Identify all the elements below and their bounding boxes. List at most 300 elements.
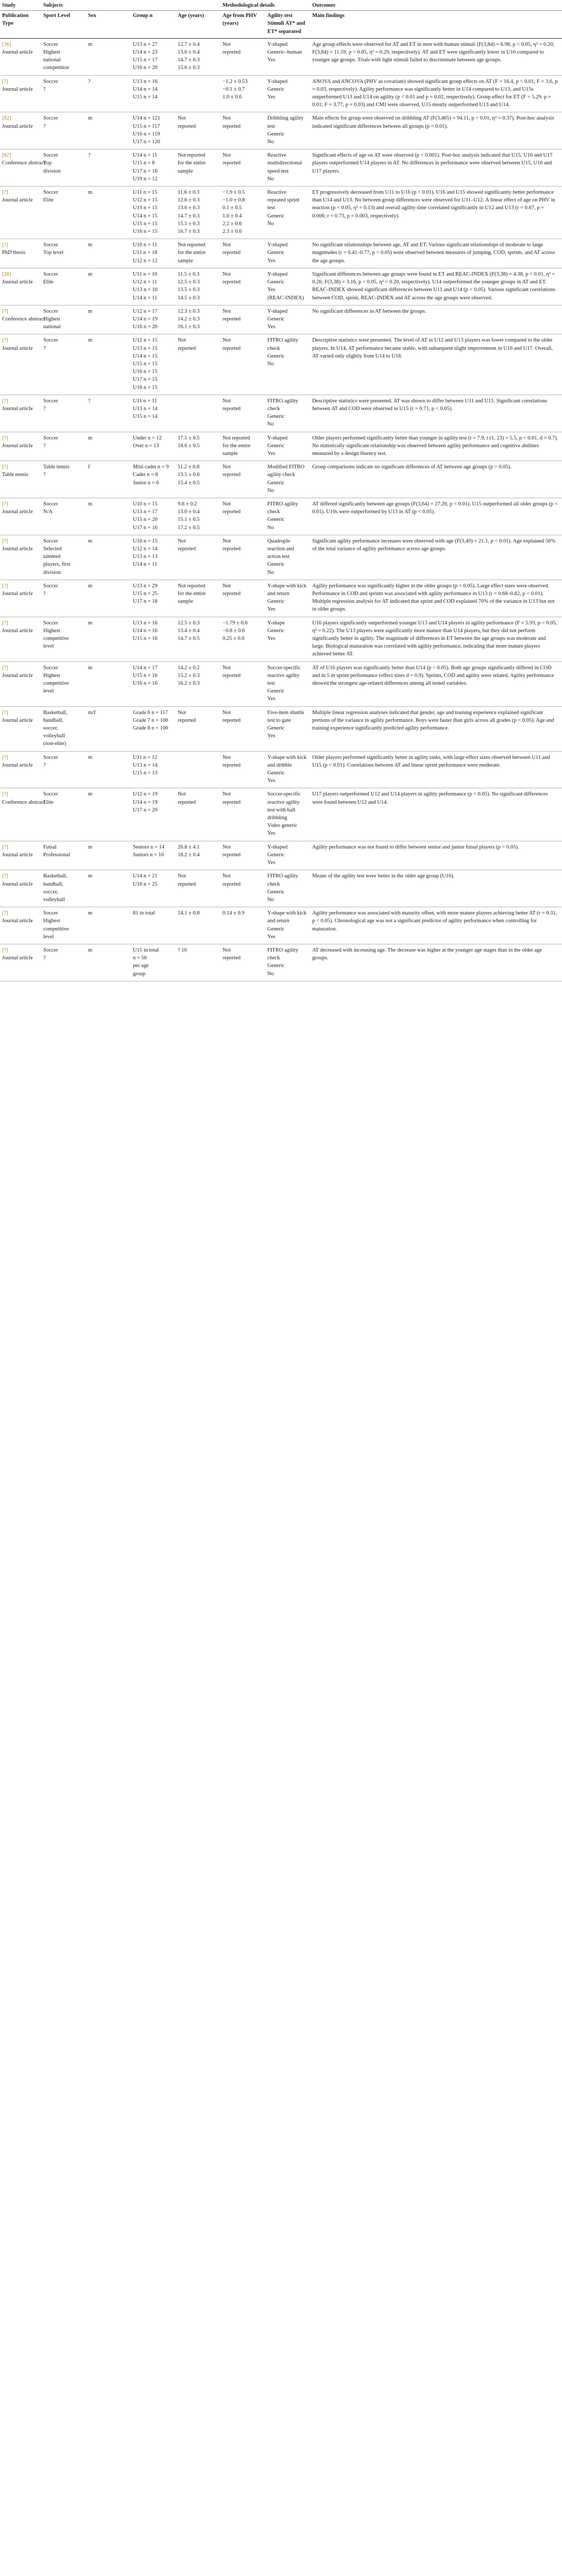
- sport-level-cell: [41, 706, 86, 751]
- main-findings-cell: [310, 535, 562, 580]
- sport-level-line: talented: [43, 554, 61, 560]
- group-line: Grade 7 n = 100: [133, 717, 168, 723]
- sport-level-line: Basketball,: [43, 709, 67, 716]
- sport-level-line: Elite: [43, 197, 54, 204]
- main-findings-text: AT of U16 players was significantly better than U14 (p < 0.05). Both age groups significantly differed in COD and in 5 m sprint performance (effect sizes d = 0.9). Sprints, COD and agility were related. Agility performance showed the strongest age-related differences among all tested variables.: [312, 665, 554, 687]
- sport-level-line: Soccer: [43, 152, 58, 159]
- phv-cell: [220, 841, 265, 870]
- phv-line: Not: [223, 947, 231, 953]
- agility-test-cell: [265, 580, 310, 617]
- sport-level-cell: [41, 580, 86, 617]
- main-findings-cell: [310, 305, 562, 334]
- group-line: U11 n = 15: [133, 190, 158, 196]
- header-study: Study: [0, 0, 41, 11]
- agility-test-line: No: [267, 569, 274, 575]
- phv-line: Not: [223, 242, 231, 248]
- phv-cell: [220, 788, 265, 841]
- phv-line: reported: [223, 250, 241, 256]
- sport-level-line: division: [43, 168, 61, 174]
- group-line: Under n = 12: [133, 435, 162, 441]
- publication-type: Conference abstract: [2, 160, 45, 166]
- sport-level-line: Soccer: [43, 501, 58, 507]
- study-reference-link[interactable]: [36]: [2, 41, 11, 47]
- table-body: [0, 38, 562, 981]
- group-line: U15 n = 20: [133, 517, 158, 523]
- phv-line: −0.8 ± 0.6: [223, 628, 245, 634]
- sex-value: m: [88, 501, 93, 507]
- main-findings-text: Agility performance was not found to differ between senior and junior futsal players (p > 0.05).: [312, 844, 519, 850]
- study-reference-link[interactable]: [82]: [2, 115, 11, 122]
- study-reference-link[interactable]: [?]: [2, 583, 8, 589]
- group-line: U12 n = 12: [133, 258, 158, 264]
- sport-level-line: level: [43, 688, 54, 694]
- table-row: [0, 268, 562, 305]
- sport-level-cell: [41, 187, 86, 239]
- study-cell: [0, 788, 45, 841]
- main-findings-cell: [310, 617, 562, 662]
- agility-test-line: Generic–human: [267, 49, 302, 56]
- study-cell: [0, 112, 41, 149]
- group-cell: [131, 498, 176, 535]
- sport-level-line: Soccer: [43, 435, 58, 441]
- group-line: U17 n = 15: [133, 377, 158, 383]
- sex-cell: [86, 432, 131, 461]
- agility-test-line: Yes: [267, 94, 276, 100]
- study-reference-link[interactable]: [?]: [2, 754, 8, 760]
- agility-test-line: FITRO agility: [267, 947, 298, 953]
- sex-cell: [86, 149, 131, 187]
- study-reference-link[interactable]: [?]: [2, 501, 8, 507]
- phv-cell: [220, 38, 265, 75]
- group-line: U10 n = 15: [133, 501, 158, 507]
- group-line: U12 n = 14: [133, 546, 158, 552]
- group-line: U15 n = 16: [133, 672, 158, 679]
- publication-type: Journal article: [2, 591, 33, 597]
- study-reference-link[interactable]: [?]: [2, 873, 8, 879]
- age-cell: [176, 907, 220, 944]
- agility-test-cell: [265, 305, 310, 334]
- table-row: [0, 788, 562, 841]
- sex-cell: [86, 841, 131, 870]
- phv-line: reported: [223, 881, 241, 887]
- phv-cell: [220, 334, 265, 395]
- agility-test-cell: [265, 662, 310, 706]
- study-cell: [0, 535, 41, 580]
- age-line: sample: [178, 168, 193, 174]
- sport-level-line: Soccer: [43, 791, 58, 798]
- age-cell: [176, 461, 220, 498]
- group-line: Seniors n = 14: [133, 844, 165, 850]
- publication-type: Journal article: [2, 279, 33, 285]
- main-findings-cell: [310, 662, 562, 706]
- main-findings-text: U16 players significantly outperformed younger U13 and U14 players in agility performance (F = 5.93, p < 0.05, η² = 0.22). The U13 players were significantly more mature than U14 players, but they did not perform significantly better in agility. The magnitude of differences in ET between the age groups was moderate and large. Biological maturation was correlated with agility performance, indicating that more mature players achieved better AT.: [312, 620, 557, 657]
- sport-level-line: volleyball: [43, 896, 65, 903]
- study-cell: [0, 395, 41, 432]
- study-reference-link[interactable]: [28]: [2, 271, 11, 277]
- sport-level-line: competitive: [43, 681, 69, 687]
- phv-line: Not: [223, 709, 231, 716]
- sport-level-line: Highest: [43, 672, 60, 679]
- sex-value: ?: [88, 398, 91, 404]
- study-reference-link[interactable]: [?]: [2, 844, 8, 850]
- study-cell: [0, 841, 41, 870]
- age-line: 13.5 ± 0.3: [178, 287, 200, 293]
- phv-line: Not: [223, 873, 231, 879]
- sex-cell: [86, 187, 131, 239]
- group-line: Mini cadet n = 9: [133, 464, 169, 470]
- agility-test-line: No: [267, 487, 274, 494]
- age-line: 14.5 ± 0.3: [178, 295, 200, 301]
- sport-level-line: players, first: [43, 562, 71, 568]
- phv-line: sample: [223, 450, 238, 456]
- phv-line: 1.0 ± 0.4: [223, 213, 242, 219]
- sport-level-cell: [41, 841, 86, 870]
- sex-cell: [86, 75, 131, 112]
- group-line: U13 n = 27: [133, 41, 158, 47]
- literature-table: [0, 0, 562, 981]
- agility-test-cell: [265, 841, 310, 870]
- agility-test-line: No: [267, 971, 274, 977]
- age-line: 9.8 ± 0.2: [178, 501, 197, 507]
- study-reference-link[interactable]: [?]: [2, 464, 8, 470]
- phv-line: reported: [223, 509, 241, 515]
- age-line: ? 10: [178, 947, 187, 953]
- sex-cell: [86, 268, 131, 305]
- agility-test-line: Y-shaped: [267, 308, 288, 314]
- agility-test-line: Quadruple: [267, 538, 291, 544]
- age-line: reported: [178, 799, 196, 805]
- phv-cell: [220, 432, 265, 461]
- age-cell: [176, 239, 220, 268]
- phv-line: reported: [223, 279, 241, 285]
- group-line: Juniors n = 10: [133, 852, 164, 858]
- study-reference-link[interactable]: [?]: [2, 910, 8, 917]
- sport-level-line: ?: [43, 123, 46, 129]
- phv-cell: [220, 662, 265, 706]
- phv-line: 1.0 ± 0.6: [223, 94, 242, 100]
- main-findings-text: Older players performed significantly better in agility tasks, with large effect sizes observed between U11 and U15 (p < 0.01). Correlations between AT and linear sprint performance were moderate.: [312, 754, 550, 768]
- agility-test-line: check: [267, 509, 280, 515]
- agility-test-line: check: [267, 955, 280, 961]
- table-row: [0, 149, 562, 187]
- study-reference-link[interactable]: [?]: [2, 337, 8, 344]
- group-line: U11 n = 18: [133, 250, 158, 256]
- agility-test-line: Yes: [267, 636, 276, 642]
- phv-cell: [220, 944, 265, 981]
- age-cell: [176, 112, 220, 149]
- publication-type: Journal article: [2, 852, 33, 858]
- phv-line: reported: [223, 852, 241, 858]
- agility-test-line: Soccer-specific: [267, 791, 301, 798]
- phv-line: Not: [223, 501, 231, 507]
- age-cell: [176, 334, 220, 395]
- group-line: Cadet n = 8: [133, 472, 158, 478]
- study-cell: [0, 498, 41, 535]
- sex-value: f: [88, 464, 90, 470]
- sex-cell: [86, 112, 131, 149]
- main-findings-cell: [310, 149, 562, 187]
- main-findings-cell: [310, 498, 562, 535]
- phv-cell: [220, 395, 265, 432]
- agility-test-cell: [265, 461, 310, 498]
- sport-level-line: Soccer: [43, 754, 58, 760]
- study-reference-link[interactable]: [?]: [2, 398, 8, 404]
- header-age: Age (years): [176, 11, 220, 39]
- agility-test-cell: [265, 870, 310, 907]
- main-findings-text: Agility performance was significantly higher in the older groups (p < 0.05). Large effect sizes were observed. Performance in COD and sprints was associated with agility performance in U13 (r = 0.68–0.82, p < 0.01). Multiple regression analysis for AT indicated that sprint and COD explained 70% of the variance in U13 but not in older groups.: [312, 583, 555, 613]
- study-reference-link[interactable]: [?]: [2, 242, 8, 248]
- agility-test-line: Y-shape with kick: [267, 583, 306, 589]
- sport-level-line: level: [43, 643, 54, 650]
- sport-level-line: Professional: [43, 852, 70, 858]
- study-reference-link[interactable]: [82]: [2, 152, 11, 159]
- sport-level-cell: [41, 395, 86, 432]
- group-line: U17 n = 18: [133, 599, 158, 605]
- phv-line: 2.2 ± 0.6: [223, 221, 242, 227]
- phv-line: −1.9 ± 0.5: [223, 190, 245, 196]
- age-line: Not: [178, 873, 186, 879]
- age-cell: [176, 535, 220, 580]
- agility-test-line: No: [267, 361, 274, 367]
- sport-level-line: Soccer: [43, 78, 58, 84]
- age-cell: [176, 38, 220, 75]
- table-row: [0, 498, 562, 535]
- study-cell: [0, 75, 41, 112]
- sex-cell: [86, 580, 131, 617]
- agility-test-line: and dribble: [267, 762, 292, 768]
- publication-type: Journal article: [2, 955, 33, 961]
- table-row: [0, 907, 562, 944]
- sport-level-line: soccer,: [43, 725, 59, 732]
- age-cell: [176, 617, 220, 662]
- agility-test-line: Generic: [267, 628, 285, 634]
- publication-type: Journal article: [2, 49, 33, 56]
- age-line: 12.6 ± 0.3: [178, 197, 200, 204]
- age-line: reported: [178, 546, 196, 552]
- sex-value: m: [88, 873, 93, 879]
- sport-level-line: Soccer: [43, 665, 58, 671]
- sex-value: m: [88, 115, 93, 122]
- phv-line: reported: [223, 717, 241, 723]
- age-line: 15.1 ± 0.5: [178, 517, 200, 523]
- main-findings-cell: [310, 75, 562, 112]
- group-line: U15 n = 16: [133, 636, 158, 642]
- agility-test-line: Y-shaped: [267, 271, 288, 277]
- age-line: 18.6 ± 0.5: [178, 443, 200, 449]
- publication-type: Journal article: [2, 443, 33, 449]
- main-findings-cell: [310, 944, 562, 981]
- group-line: Grade 6 n = 117: [133, 709, 168, 716]
- sex-value: ?: [88, 152, 91, 159]
- group-cell: [131, 870, 176, 907]
- group-cell: [131, 662, 176, 706]
- agility-test-line: Yes: [267, 57, 276, 63]
- publication-type: Journal article: [2, 546, 33, 552]
- publication-type: Journal article: [2, 86, 33, 92]
- sport-level-line: (non-elite): [43, 741, 66, 747]
- agility-test-line: Yes: [267, 860, 276, 866]
- phv-cell: [220, 75, 265, 112]
- main-findings-cell: [310, 580, 562, 617]
- study-reference-link[interactable]: [?]: [2, 435, 8, 441]
- group-line: Grade 8 n = 100: [133, 725, 168, 732]
- age-line: 14.7 ± 0.3: [178, 57, 200, 63]
- group-line: U17 n = 20: [133, 807, 158, 813]
- agility-test-line: speed test: [267, 168, 289, 174]
- group-line: U17 n = 120: [133, 139, 160, 145]
- sport-level-line: competition: [43, 65, 70, 71]
- group-line: U13 n = 17: [133, 509, 158, 515]
- sport-level-cell: [41, 498, 86, 535]
- table-row: [0, 944, 562, 981]
- study-reference-link[interactable]: [?]: [2, 78, 8, 84]
- sport-level-line: Soccer: [43, 398, 58, 404]
- agility-test-line: No: [267, 421, 274, 428]
- sport-level-line: Soccer: [43, 271, 58, 277]
- group-line: U17 n = 16: [133, 168, 158, 174]
- age-line: Not reported: [178, 242, 206, 248]
- age-line: sample: [178, 258, 193, 264]
- agility-test-line: repeated sprint: [267, 197, 300, 204]
- study-cell: [0, 187, 41, 239]
- age-line: 13.5 ± 0.6: [178, 472, 200, 478]
- main-findings-text: Descriptive statistics were presented. The level of AT in U12 and U13 players was lower compared to the older players. In U14, AT performance became stable, with subsequent slight improvement in U16 and U17. Overall, AT varied only slightly from U14 to U18.: [312, 337, 553, 359]
- sport-level-line: ?: [43, 345, 46, 351]
- study-reference-link[interactable]: [?]: [2, 620, 8, 626]
- sex-cell: [86, 38, 131, 75]
- sex-cell: [86, 395, 131, 432]
- age-line: 14.2 ± 0.3: [178, 316, 200, 322]
- group-line: U14 n = 16: [133, 628, 158, 634]
- main-findings-text: Age group effects were observed for AT and ET in men with human stimuli (F(3,84) = 6.98, p < 0.05, η² = 0.20; F(3,84) = 11.59, p < 0.05, η² = 0.29, respectively). AT and ET were significantly lower in U16 compared to younger age groups. Trials with light stimuli failed to discriminate between age groups.: [312, 41, 555, 63]
- agility-test-line: Yes: [267, 733, 276, 739]
- agility-test-cell: [265, 395, 310, 432]
- study-reference-link[interactable]: [?]: [2, 190, 8, 196]
- group-line: U15 n = 117: [133, 123, 160, 129]
- age-cell: [176, 498, 220, 535]
- main-findings-text: Older players performed significantly better than younger in agility test (t = 7.9, t (1, 23) = 5.5, p < 0.01, d = 0.7). No statistically significant relationship was observed between agility performance and cognitive abilities measured by a design fluency test.: [312, 435, 558, 456]
- group-line: U11 n = 12: [133, 754, 158, 760]
- agility-test-cell: [265, 535, 310, 580]
- group-line: U13 n = 15: [133, 205, 158, 211]
- phv-cell: [220, 112, 265, 149]
- table-row: [0, 662, 562, 706]
- table-row: [0, 870, 562, 907]
- sex-value: m: [88, 271, 93, 277]
- sport-level-line: competitive: [43, 926, 69, 932]
- phv-line: reported: [223, 472, 241, 478]
- age-line: Not: [178, 709, 186, 716]
- group-line: U19 n = 12: [133, 176, 158, 182]
- study-reference-link[interactable]: [?]: [2, 665, 8, 671]
- sport-level-line: Table tennis: [43, 464, 70, 470]
- phv-line: for the entire: [223, 443, 251, 449]
- sport-level-line: Soccer: [43, 583, 58, 589]
- main-findings-cell: [310, 334, 562, 395]
- sport-level-line: soccer,: [43, 889, 59, 895]
- study-reference-link[interactable]: [?]: [2, 709, 8, 716]
- publication-type: Journal article: [2, 197, 33, 204]
- agility-test-cell: [265, 751, 310, 788]
- sex-value: m: [88, 947, 93, 953]
- sex-cell: [86, 305, 131, 334]
- agility-test-cell: [265, 187, 310, 239]
- table-row: [0, 334, 562, 395]
- agility-test-line: agility check: [267, 472, 295, 478]
- header-columns-row: [0, 11, 562, 39]
- study-reference-link[interactable]: [?]: [2, 791, 8, 798]
- header-main-findings: Main findings: [310, 11, 562, 39]
- group-line: U15 n = 14: [133, 414, 158, 420]
- group-line: U12 n = 11: [133, 279, 158, 285]
- phv-line: Not: [223, 538, 231, 544]
- sport-level-line: ?: [43, 591, 46, 597]
- main-findings-text: Main effects for group were observed on dribbling AT (F(3,465) = 94.11, p < 0.01, η² = 0.37). Post-hoc analysis indicated significant differences between all groups (p < 0.01).: [312, 115, 554, 129]
- agility-test-cell: [265, 239, 310, 268]
- study-cell: [0, 751, 41, 788]
- group-cell: [131, 239, 176, 268]
- publication-type: Journal article: [2, 628, 33, 634]
- group-line: U12 n = 15: [133, 337, 158, 344]
- header-age-from-phv: Age from PHV (years): [220, 11, 265, 39]
- phv-cell: [220, 498, 265, 535]
- header-outcomes: Outcomes: [310, 0, 562, 11]
- phv-line: Not: [223, 271, 231, 277]
- sex-cell: [86, 751, 131, 788]
- study-reference-link[interactable]: [?]: [2, 538, 8, 544]
- agility-test-cell: [265, 75, 310, 112]
- age-line: 26.8 ± 4.1: [178, 844, 200, 850]
- sport-level-line: ?: [43, 405, 46, 412]
- header-methodological: Methodological details: [220, 0, 310, 11]
- phv-line: −0.1 ± 0.7: [223, 86, 245, 92]
- group-cell: [131, 38, 176, 75]
- agility-test-line: dribbling: [267, 815, 287, 821]
- study-cell: [0, 432, 41, 461]
- age-line: for the entire: [178, 591, 206, 597]
- agility-test-line: Yes: [267, 778, 276, 784]
- table-row: [0, 580, 562, 617]
- group-line: U10 n = 15: [133, 538, 158, 544]
- sport-level-line: Soccer: [43, 620, 58, 626]
- age-cell: [176, 305, 220, 334]
- agility-test-line: Y-shaped: [267, 78, 288, 84]
- age-line: 15.6 ± 0.3: [178, 65, 200, 71]
- phv-line: Not: [223, 754, 231, 760]
- sport-level-line: Highest: [43, 628, 60, 634]
- agility-test-line: action test: [267, 554, 289, 560]
- agility-test-line: Yes: [267, 696, 276, 702]
- main-findings-cell: [310, 239, 562, 268]
- agility-test-line: Y-shaped: [267, 41, 288, 47]
- group-line: U13 n = 16: [133, 78, 158, 84]
- header-publication-type: Publication Type: [0, 11, 41, 39]
- age-line: 16.2 ± 0.3: [178, 681, 200, 687]
- group-line: U14 n = 21: [133, 873, 158, 879]
- main-findings-text: Significant effects of age on AT were observed (p < 0.001). Post-hoc analysis indicated that U15, U16 and U17 players outperformed U14 players in AT. No differences in performance were observed between U15, U16 and U17 players.: [312, 152, 553, 174]
- sport-level-line: Selected: [43, 546, 62, 552]
- study-reference-link[interactable]: [?]: [2, 308, 8, 314]
- study-cell: [0, 907, 41, 944]
- group-cell: [131, 535, 176, 580]
- group-line: Junior n = 6: [133, 480, 159, 486]
- phv-line: reported: [223, 316, 241, 322]
- age-line: 14.7 ± 0.3: [178, 213, 200, 219]
- study-reference-link[interactable]: [?]: [2, 947, 8, 953]
- agility-test-line: No: [267, 221, 274, 227]
- agility-test-line: Generic: [267, 770, 285, 776]
- age-line: Not: [178, 115, 186, 122]
